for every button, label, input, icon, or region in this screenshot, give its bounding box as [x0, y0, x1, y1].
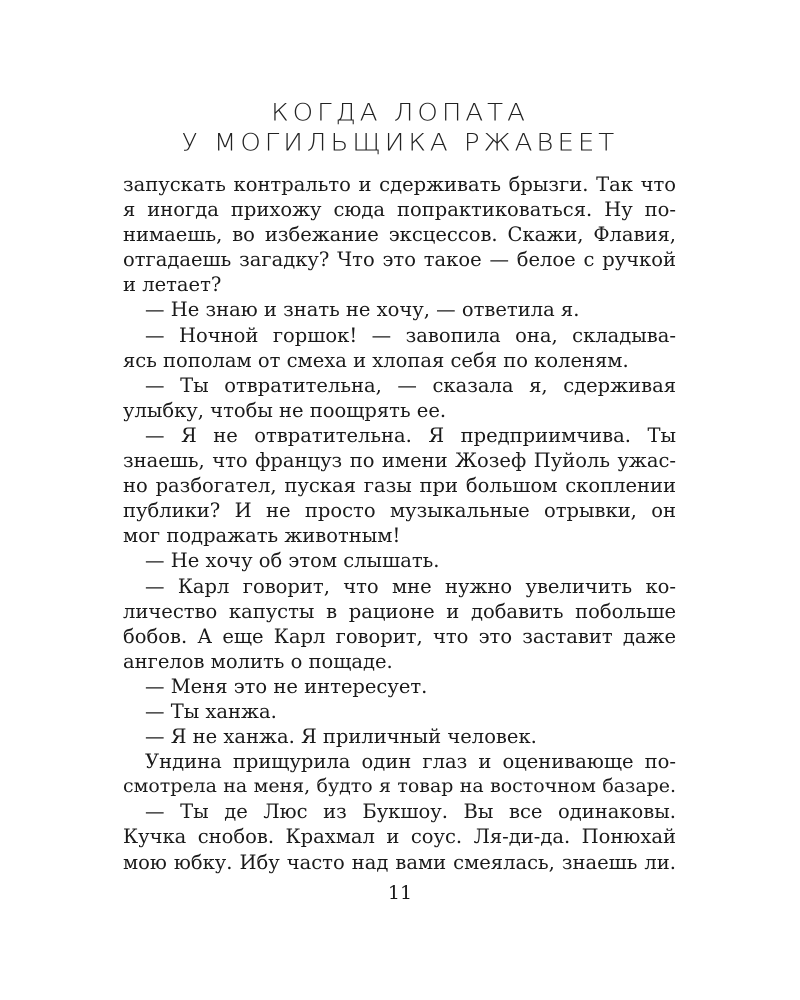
text-line: — Не хочу об этом слышать.	[145, 549, 440, 573]
text-line: знаешь, что француз по имени Жозеф Пуйоль ужас-	[123, 449, 676, 473]
text-line: публики? И не просто музыкальные отрывки, он	[123, 499, 676, 523]
text-line: — Карл говорит, что мне нужно увеличить ко-	[145, 574, 676, 598]
text-line: ангелов молить о пощаде.	[123, 649, 393, 673]
running-head-line-2: У МОГИЛЬЩИКА РЖАВЕЕТ	[181, 129, 619, 157]
text-line: — Ночной горшок! — завопила она, складыва-	[145, 323, 676, 347]
text-line: Кучка снобов. Крахмал и соус. Ля-ди-да. Понюхай	[123, 825, 676, 849]
body-text	[123, 172, 676, 875]
text-line: — Я не отвратительна. Я предприимчива. Ты	[145, 423, 676, 447]
text-line: — Ты ханжа.	[145, 699, 277, 723]
text-line: — Не знаю и знать не хочу, — ответила я.	[145, 298, 580, 322]
text-line: мог подражать животным!	[123, 524, 401, 548]
page-number: 11	[387, 882, 413, 904]
text-line: смотрела на меня, будто я товар на восточном базаре.	[123, 775, 676, 798]
running-head-line-1: КОГДА ЛОПАТА	[271, 99, 529, 127]
text-line: — Ты де Люс из Букшоу. Вы все одинаковы.	[145, 800, 676, 824]
text-line: — Ты отвратительна, — сказала я, сдерживая	[145, 373, 676, 397]
text-line: ясь пополам от смеха и хлопая себя по коленям.	[123, 348, 629, 372]
text-line: нимаешь, во избежание эксцессов. Скажи, Флавия,	[123, 223, 676, 247]
text-line: мою юбку. Ибу часто над вами смеялась, знаешь ли.	[123, 850, 676, 874]
text-line: улыбку, чтобы не поощрять ее.	[123, 398, 447, 422]
text-line: отгадаешь загадку? Что это такое — белое с ручкой	[123, 248, 676, 272]
text-line: личество капусты в рационе и добавить побольше	[123, 599, 676, 623]
text-line: я иногда прихожу сюда попрактиковаться. Ну по-	[123, 198, 676, 222]
text-line: — Я не ханжа. Я приличный человек.	[145, 725, 537, 749]
text-line: — Меня это не интересует.	[145, 674, 428, 698]
text-line: и летает?	[123, 273, 222, 297]
text-line: бобов. А еще Карл говорит, что это заставит даже	[123, 624, 676, 648]
text-line: но разбогател, пуская газы при большом скоплении	[123, 474, 676, 498]
text-line: Ундина прищурила один глаз и оценивающе по-	[145, 750, 676, 774]
text-line: запускать контральто и сдерживать брызги. Так что	[123, 173, 676, 196]
